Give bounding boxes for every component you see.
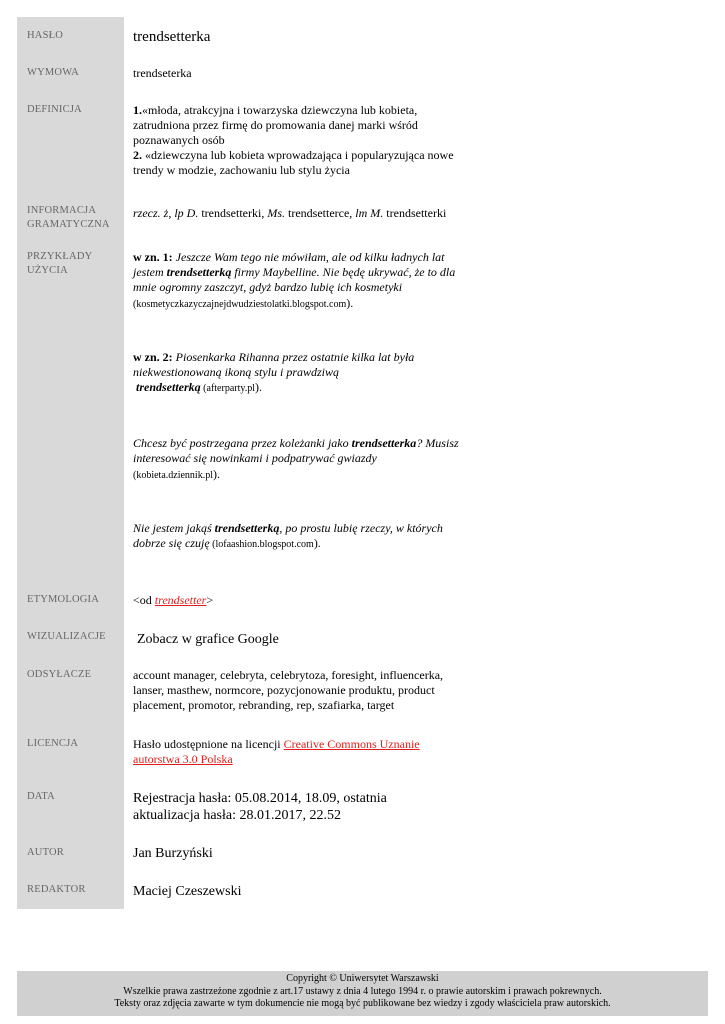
label-informacja-line1: INFORMACJA	[27, 205, 97, 216]
example-3-text-c: ? Musisz interesować się nowinkami i podpatrywać gwiazdy	[133, 436, 459, 465]
label-column	[17, 17, 124, 909]
pronunciation: trendseterka	[133, 66, 192, 80]
label-wizualizacje: WIZUALIZACJE	[27, 631, 106, 642]
label-definicja: DEFINICJA	[27, 104, 82, 115]
example-1-end: ).	[346, 296, 354, 310]
cross-references: account manager, celebryta, celebrytoza, foresight, influencerka, lanser, masthew, normcore, pozycjonowanie produktu, product placement, promotor, rebranding, rep, szafiarka, target	[133, 668, 444, 712]
grammar-tag-1: rzecz. ż, lp D.	[133, 206, 199, 220]
definition-1-number: 1.	[133, 103, 142, 117]
label-przyklady-uzycia	[27, 250, 123, 278]
example-1-label: w zn. 1:	[133, 250, 173, 264]
grammar-info	[133, 206, 473, 221]
editor: Maciej Czeszewski	[133, 884, 242, 899]
footer	[17, 971, 708, 1016]
example-2	[133, 350, 423, 396]
example-4-text-c: , po prostu lubię rzeczy, w których dobrze się czuję	[133, 521, 443, 550]
definition-2-number: 2.	[133, 148, 142, 162]
example-3-headword: trendsetterka	[351, 436, 417, 450]
definition-1-text: «młoda, atrakcyjna i towarzyska dziewczyna lub kobieta, zatrudniona przez firmę do promowania danej marki wśród poznawanych osób	[133, 103, 418, 147]
label-licencja: LICENCJA	[27, 738, 79, 749]
grammar-form-3: trendsetterki	[383, 206, 447, 220]
definition-2	[133, 148, 463, 178]
example-4-source: (lofaashion.blogspot.com	[209, 539, 314, 550]
example-4-end: ).	[313, 536, 321, 550]
example-1	[133, 250, 461, 312]
grammar-form-2: trendsetterce,	[285, 206, 356, 220]
example-2-source: (afterparty.pl	[200, 383, 255, 394]
example-4	[133, 521, 453, 552]
label-informacja-gramatyczna	[27, 204, 123, 232]
grammar-tag-3: lm M.	[355, 206, 384, 220]
definition-block	[133, 103, 463, 178]
grammar-form-1: trendsetterki,	[198, 206, 268, 220]
dates: Rejestracja hasła: 05.08.2014, 18.09, ostatnia aktualizacja hasła: 28.01.2017, 22.52	[133, 791, 387, 823]
example-4-headword: trendsetterką	[214, 521, 280, 535]
label-etymologia: ETYMOLOGIA	[27, 594, 99, 605]
etymology	[133, 593, 468, 608]
definition-2-text: «dziewczyna lub kobieta wprowadzająca i popularyzująca nowe trendy w modzie, zachowaniu lub stylu życia	[133, 148, 454, 177]
grammar-tag-2: Ms.	[267, 206, 285, 220]
example-1-source: (kosmetyczkazyczajnejdwudziestolatki.blogspot.com	[133, 299, 347, 310]
example-3-text-a: Chcesz być postrzegana przez koleżanki jako	[133, 436, 352, 450]
label-haslo: HASŁO	[27, 30, 64, 41]
label-data: DATA	[27, 791, 55, 802]
label-informacja-line2: GRAMATYCZNA	[27, 219, 110, 230]
etymology-link[interactable]: trendsetter	[154, 593, 207, 607]
example-3	[133, 436, 465, 483]
license	[133, 737, 438, 767]
example-3-end: ).	[212, 467, 220, 481]
example-1-text-c: firmy Maybelline. Nie będę ukrywać, że to dla mnie ogromny zaszczyt, gdyż bardzo lubię ich kosmetyki	[133, 265, 456, 294]
etymology-open: <od	[133, 593, 155, 607]
author: Jan Burzyński	[133, 846, 213, 861]
footer-notice: Teksty oraz zdjęcia zawarte w tym dokumencie nie mogą być publikowane bez wiedzy i zgody właściciela praw autorskich.	[114, 998, 611, 1009]
example-2-text-a: Piosenkarka Rihanna przez ostatnie kilka lat była niekwestionowaną ikoną stylu i prawdziwą	[133, 350, 415, 379]
example-2-label: w zn. 2:	[133, 350, 173, 364]
label-autor: AUTOR	[27, 847, 64, 858]
license-text: Hasło udostępnione na licencji	[133, 737, 284, 751]
etymology-close: >	[206, 593, 214, 607]
label-odsylacze: ODSYŁACZE	[27, 669, 92, 680]
label-przyklady-line1: PRZYKŁADY	[27, 251, 93, 262]
footer-copyright: Copyright © Uniwersytet Warszawski	[286, 973, 439, 984]
example-4-text-a: Nie jestem jakąś	[133, 521, 215, 535]
headword: trendsetterka	[133, 29, 211, 45]
example-1-headword: trendsetterką	[166, 265, 232, 279]
example-3-source: (kobieta.dziennik.pl	[133, 470, 213, 481]
label-redaktor: REDAKTOR	[27, 884, 86, 895]
example-2-end: ).	[255, 380, 262, 394]
google-images-link[interactable]: Zobacz w grafice Google	[137, 632, 279, 647]
definition-1	[133, 103, 463, 148]
label-przyklady-line2: UŻYCIA	[27, 265, 68, 276]
footer-rights: Wszelkie prawa zastrzeżone zgodnie z art.17 ustawy z dnia 4 lutego 1994 r. o prawie autorskim i prawach pokrewnych.	[123, 985, 602, 997]
example-1-text-a: Jeszcze Wam tego nie mówiłam, ale od kilku ładnych lat jestem	[133, 250, 445, 279]
license-link[interactable]: Creative Commons Uznanie autorstwa 3.0 Polska	[133, 737, 420, 766]
example-2-headword: trendsetterką	[136, 380, 201, 394]
label-wymowa: WYMOWA	[27, 67, 79, 78]
